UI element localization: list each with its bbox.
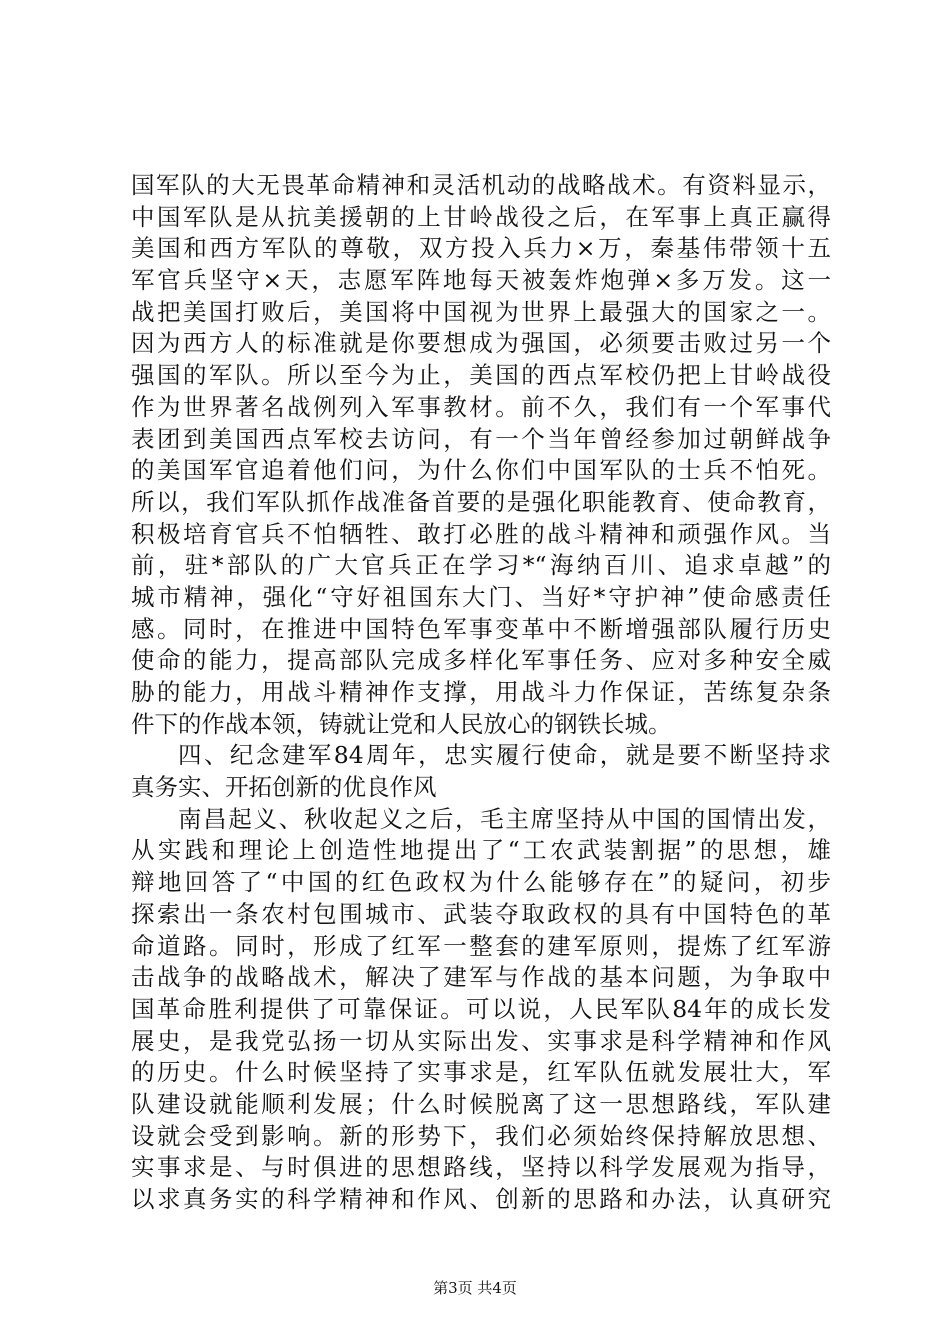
text-line: 所以，我们军队抓作战准备首要的是强化职能教育、使命教育， (131, 487, 831, 516)
text-line: 击战争的战略战术，解决了建军与作战的基本问题，为争取中 (131, 963, 831, 992)
text-line: 胁的能力，用战斗精神作支撑，用战斗力作保证，苦练复杂条 (131, 678, 831, 706)
text-line: 四、纪念建军84周年，忠实履行使命，就是要不断坚持求 (178, 741, 831, 770)
text-line: 国革命胜利提供了可靠保证。可以说，人民军队84年的成长发 (131, 994, 831, 1023)
text-line: 因为西方人的标准就是你要想成为强国，必须要击败过另一个 (131, 329, 831, 358)
paragraph (131, 170, 831, 740)
page-footer (0, 1278, 950, 1298)
text-line: 队建设就能顺利发展；什么时候脱离了这一思想路线，军队建 (131, 1089, 831, 1118)
text-line: 使命的能力，提高部队完成多样化军事任务、应对多种安全威 (131, 646, 831, 675)
text-line: 展史，是我党弘扬一切从实际出发、实事求是科学精神和作风 (131, 1026, 831, 1055)
text-line: 作为世界著名战例列入军事教材。前不久，我们有一个军事代 (131, 392, 831, 421)
text-line: 命道路。同时，形成了红军一整套的建军原则，提炼了红军游 (131, 931, 831, 960)
text-line: 国军队的大无畏革命精神和灵活机动的战略战术。有资料显示， (131, 171, 831, 199)
text-line: 的美国军官追着他们问，为什么你们中国军队的士兵不怕死。 (131, 456, 831, 485)
text-line: 探索出一条农村包围城市、武装夺取政权的具有中国特色的革 (131, 899, 831, 928)
text-line: 中国军队是从抗美援朝的上甘岭战役之后，在军事上真正赢得 (131, 202, 831, 231)
text-line: 件下的作战本领，铸就让党和人民放心的钢铁长城。 (131, 709, 672, 738)
text-line: 南昌起义、秋收起义之后，毛主席坚持从中国的国情出发， (178, 804, 831, 833)
paragraph (131, 740, 831, 803)
text-line: 辩地回答了“中国的红色政权为什么能够存在”的疑问，初步 (131, 868, 831, 897)
text-line: 实事求是、与时俱进的思想路线，坚持以科学发展观为指导， (131, 1153, 831, 1182)
paragraph (131, 804, 831, 1216)
text-line: 真务实、开拓创新的优良作风 (131, 773, 437, 802)
document-body (131, 170, 831, 1216)
text-line: 军官兵坚守×天，志愿军阵地每天被轰炸炮弹×多万发。这一 (131, 266, 831, 295)
text-line: 强国的军队。所以至今为止，美国的西点军校仍把上甘岭战役 (131, 361, 831, 390)
text-line: 表团到美国西点军校去访问，有一个当年曾经参加过朝鲜战争 (131, 424, 831, 453)
text-line: 感。同时，在推进中国特色军事变革中不断增强部队履行历史 (131, 614, 831, 643)
text-line: 前，驻*部队的广大官兵正在学习*“海纳百川、追求卓越”的 (131, 551, 831, 580)
page-number: 第3页 共4页 (433, 1279, 517, 1297)
text-line: 城市精神，强化“守好祖国东大门、当好*守护神”使命感责任 (131, 582, 831, 611)
text-line: 的历史。什么时候坚持了实事求是，红军队伍就发展壮大，军 (131, 1058, 831, 1087)
text-line: 从实践和理论上创造性地提出了“工农武装割据”的思想，雄 (131, 836, 831, 865)
text-line: 以求真务实的科学精神和作风、创新的思路和办法，认真研究 (131, 1185, 831, 1213)
text-line: 设就会受到影响。新的形势下，我们必须始终保持解放思想、 (131, 1121, 831, 1150)
text-line: 战把美国打败后，美国将中国视为世界上最强大的国家之一。 (131, 297, 831, 326)
text-line: 积极培育官兵不怕牺牲、敢打必胜的战斗精神和顽强作风。当 (131, 519, 831, 548)
text-line: 美国和西方军队的尊敬，双方投入兵力×万，秦基伟带领十五 (131, 234, 831, 263)
